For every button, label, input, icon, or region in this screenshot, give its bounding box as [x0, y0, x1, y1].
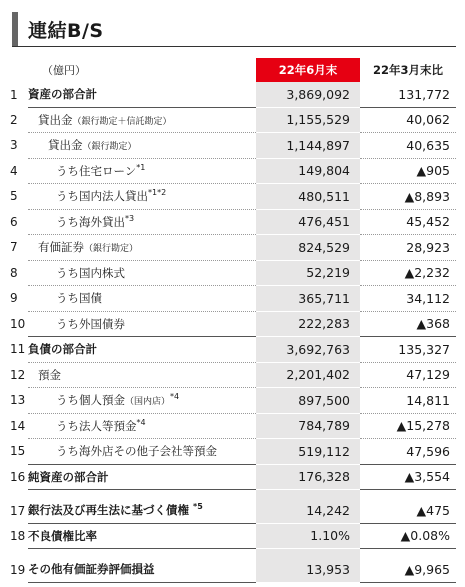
value-change: ▲0.08% — [360, 523, 456, 549]
table-header-row — [8, 58, 456, 82]
title-underline — [12, 46, 456, 47]
row-number: 3 — [10, 138, 18, 153]
row-number: 1 — [10, 87, 18, 102]
table-row — [8, 158, 456, 184]
value-change: ▲475 — [360, 498, 456, 523]
value-jun: 149,804 — [256, 158, 360, 184]
value-change: ▲9,965 — [360, 557, 456, 582]
row-number: 12 — [10, 367, 26, 382]
table-row — [8, 557, 456, 582]
value-jun: 3,692,763 — [256, 337, 360, 363]
value-jun: 824,529 — [256, 235, 360, 261]
section-title — [12, 12, 104, 46]
value-change: 40,062 — [360, 107, 456, 133]
value-jun: 897,500 — [256, 388, 360, 414]
row-note: （銀行勘定） — [84, 244, 139, 255]
value-jun: 13,953 — [256, 557, 360, 582]
row-label: 不良債権比率 — [28, 523, 256, 549]
footnote-marker: *3 — [125, 213, 135, 223]
table-row — [8, 498, 456, 523]
row-label: 貸出金（銀行勘定＋信託勘定） — [28, 107, 256, 133]
row-number: 9 — [10, 291, 18, 306]
row-label: 純資産の部合計 — [28, 464, 256, 490]
row-number: 11 — [10, 342, 26, 357]
row-number: 4 — [10, 163, 18, 178]
row-number: 17 — [10, 503, 26, 518]
value-jun: 176,328 — [256, 464, 360, 490]
row-number: 19 — [10, 562, 26, 577]
value-jun: 14,242 — [256, 498, 360, 523]
value-jun: 52,219 — [256, 260, 360, 286]
row-note: （銀行勘定） — [82, 142, 137, 153]
row-label: うち法人等預金$^{*4}$ — [28, 413, 256, 439]
table-row — [8, 439, 456, 465]
row-number: 14 — [10, 418, 26, 433]
value-jun: 1.10% — [256, 523, 360, 549]
unit-label: （億円） — [42, 64, 86, 77]
table-row — [8, 209, 456, 235]
value-jun: 1,144,897 — [256, 133, 360, 159]
row-label: うち個人預金（国内店）$^{*4}$ — [28, 388, 256, 414]
row-label: うち国内株式 — [28, 260, 256, 286]
table-row — [8, 260, 456, 286]
row-number: 6 — [10, 214, 18, 229]
table-row — [8, 184, 456, 210]
table-row — [8, 413, 456, 439]
value-change: 47,129 — [360, 362, 456, 388]
row-label: 資産の部合計 — [28, 82, 256, 107]
value-jun: 480,511 — [256, 184, 360, 210]
value-change: ▲368 — [360, 311, 456, 337]
value-jun: 365,711 — [256, 286, 360, 312]
row-number: 15 — [10, 444, 26, 459]
table-row — [8, 362, 456, 388]
row-spacer — [8, 549, 456, 558]
row-label: うち海外店その他子会社等預金 — [28, 439, 256, 465]
value-change: 14,811 — [360, 388, 456, 414]
footnote-marker: *1*2 — [148, 188, 167, 198]
value-change: 28,923 — [360, 235, 456, 261]
table-row — [8, 133, 456, 159]
value-change: 131,772 — [360, 82, 456, 107]
row-label: 預金 — [28, 362, 256, 388]
column-header-jun: 22年6月末 — [256, 58, 360, 82]
row-label: 銀行法及び再生法に基づく債権 $^{*5}$ — [28, 498, 256, 523]
table-row — [8, 235, 456, 261]
value-change: 34,112 — [360, 286, 456, 312]
row-number: 2 — [10, 112, 18, 127]
value-change: 45,452 — [360, 209, 456, 235]
row-label: うち海外貸出$^{*3}$ — [28, 209, 256, 235]
table-row — [8, 337, 456, 363]
value-jun: 1,155,529 — [256, 107, 360, 133]
title-accent-bar — [12, 12, 18, 46]
row-number: 13 — [10, 393, 26, 408]
row-label: 有価証券（銀行勘定） — [28, 235, 256, 261]
value-change: ▲2,232 — [360, 260, 456, 286]
row-number: 7 — [10, 240, 18, 255]
value-change: ▲8,893 — [360, 184, 456, 210]
row-label: うち国債 — [28, 286, 256, 312]
row-note: （銀行勘定＋信託勘定） — [72, 116, 172, 127]
value-jun: 476,451 — [256, 209, 360, 235]
footnote-marker: *4 — [136, 417, 146, 427]
footnote-marker: *5 — [193, 502, 203, 512]
row-number: 8 — [10, 265, 18, 280]
footnote-marker: *4 — [170, 392, 180, 402]
table-row — [8, 523, 456, 549]
row-label: うち外国債券 — [28, 311, 256, 337]
value-jun: 519,112 — [256, 439, 360, 465]
table-row — [8, 464, 456, 490]
value-jun: 3,869,092 — [256, 82, 360, 107]
row-spacer — [8, 490, 456, 499]
row-label: 負債の部合計 — [28, 337, 256, 363]
page-title: 連結B/S — [28, 19, 104, 42]
table-row — [8, 82, 456, 107]
table-row — [8, 311, 456, 337]
row-label: うち住宅ローン$^{*1}$ — [28, 158, 256, 184]
row-label: その他有価証券評価損益 — [28, 557, 256, 582]
value-change: ▲3,554 — [360, 464, 456, 490]
value-jun: 2,201,402 — [256, 362, 360, 388]
row-number: 18 — [10, 528, 26, 543]
value-change: 135,327 — [360, 337, 456, 363]
value-change: ▲905 — [360, 158, 456, 184]
footnote-marker: *1 — [136, 162, 146, 172]
table-row — [8, 107, 456, 133]
row-label: 貸出金（銀行勘定） — [28, 133, 256, 159]
row-number: 16 — [10, 469, 26, 484]
row-note: （国内店） — [125, 397, 171, 408]
column-header-change: 22年3月末比 — [372, 63, 443, 77]
value-jun: 222,283 — [256, 311, 360, 337]
balance-sheet-table — [8, 58, 456, 583]
row-number: 5 — [10, 189, 18, 204]
value-jun: 784,789 — [256, 413, 360, 439]
table-row — [8, 286, 456, 312]
value-change: 40,635 — [360, 133, 456, 159]
row-number: 10 — [10, 316, 26, 331]
value-change: 47,596 — [360, 439, 456, 465]
value-change: ▲15,278 — [360, 413, 456, 439]
table-row — [8, 388, 456, 414]
row-label: うち国内法人貸出$^{*1*2}$ — [28, 184, 256, 210]
